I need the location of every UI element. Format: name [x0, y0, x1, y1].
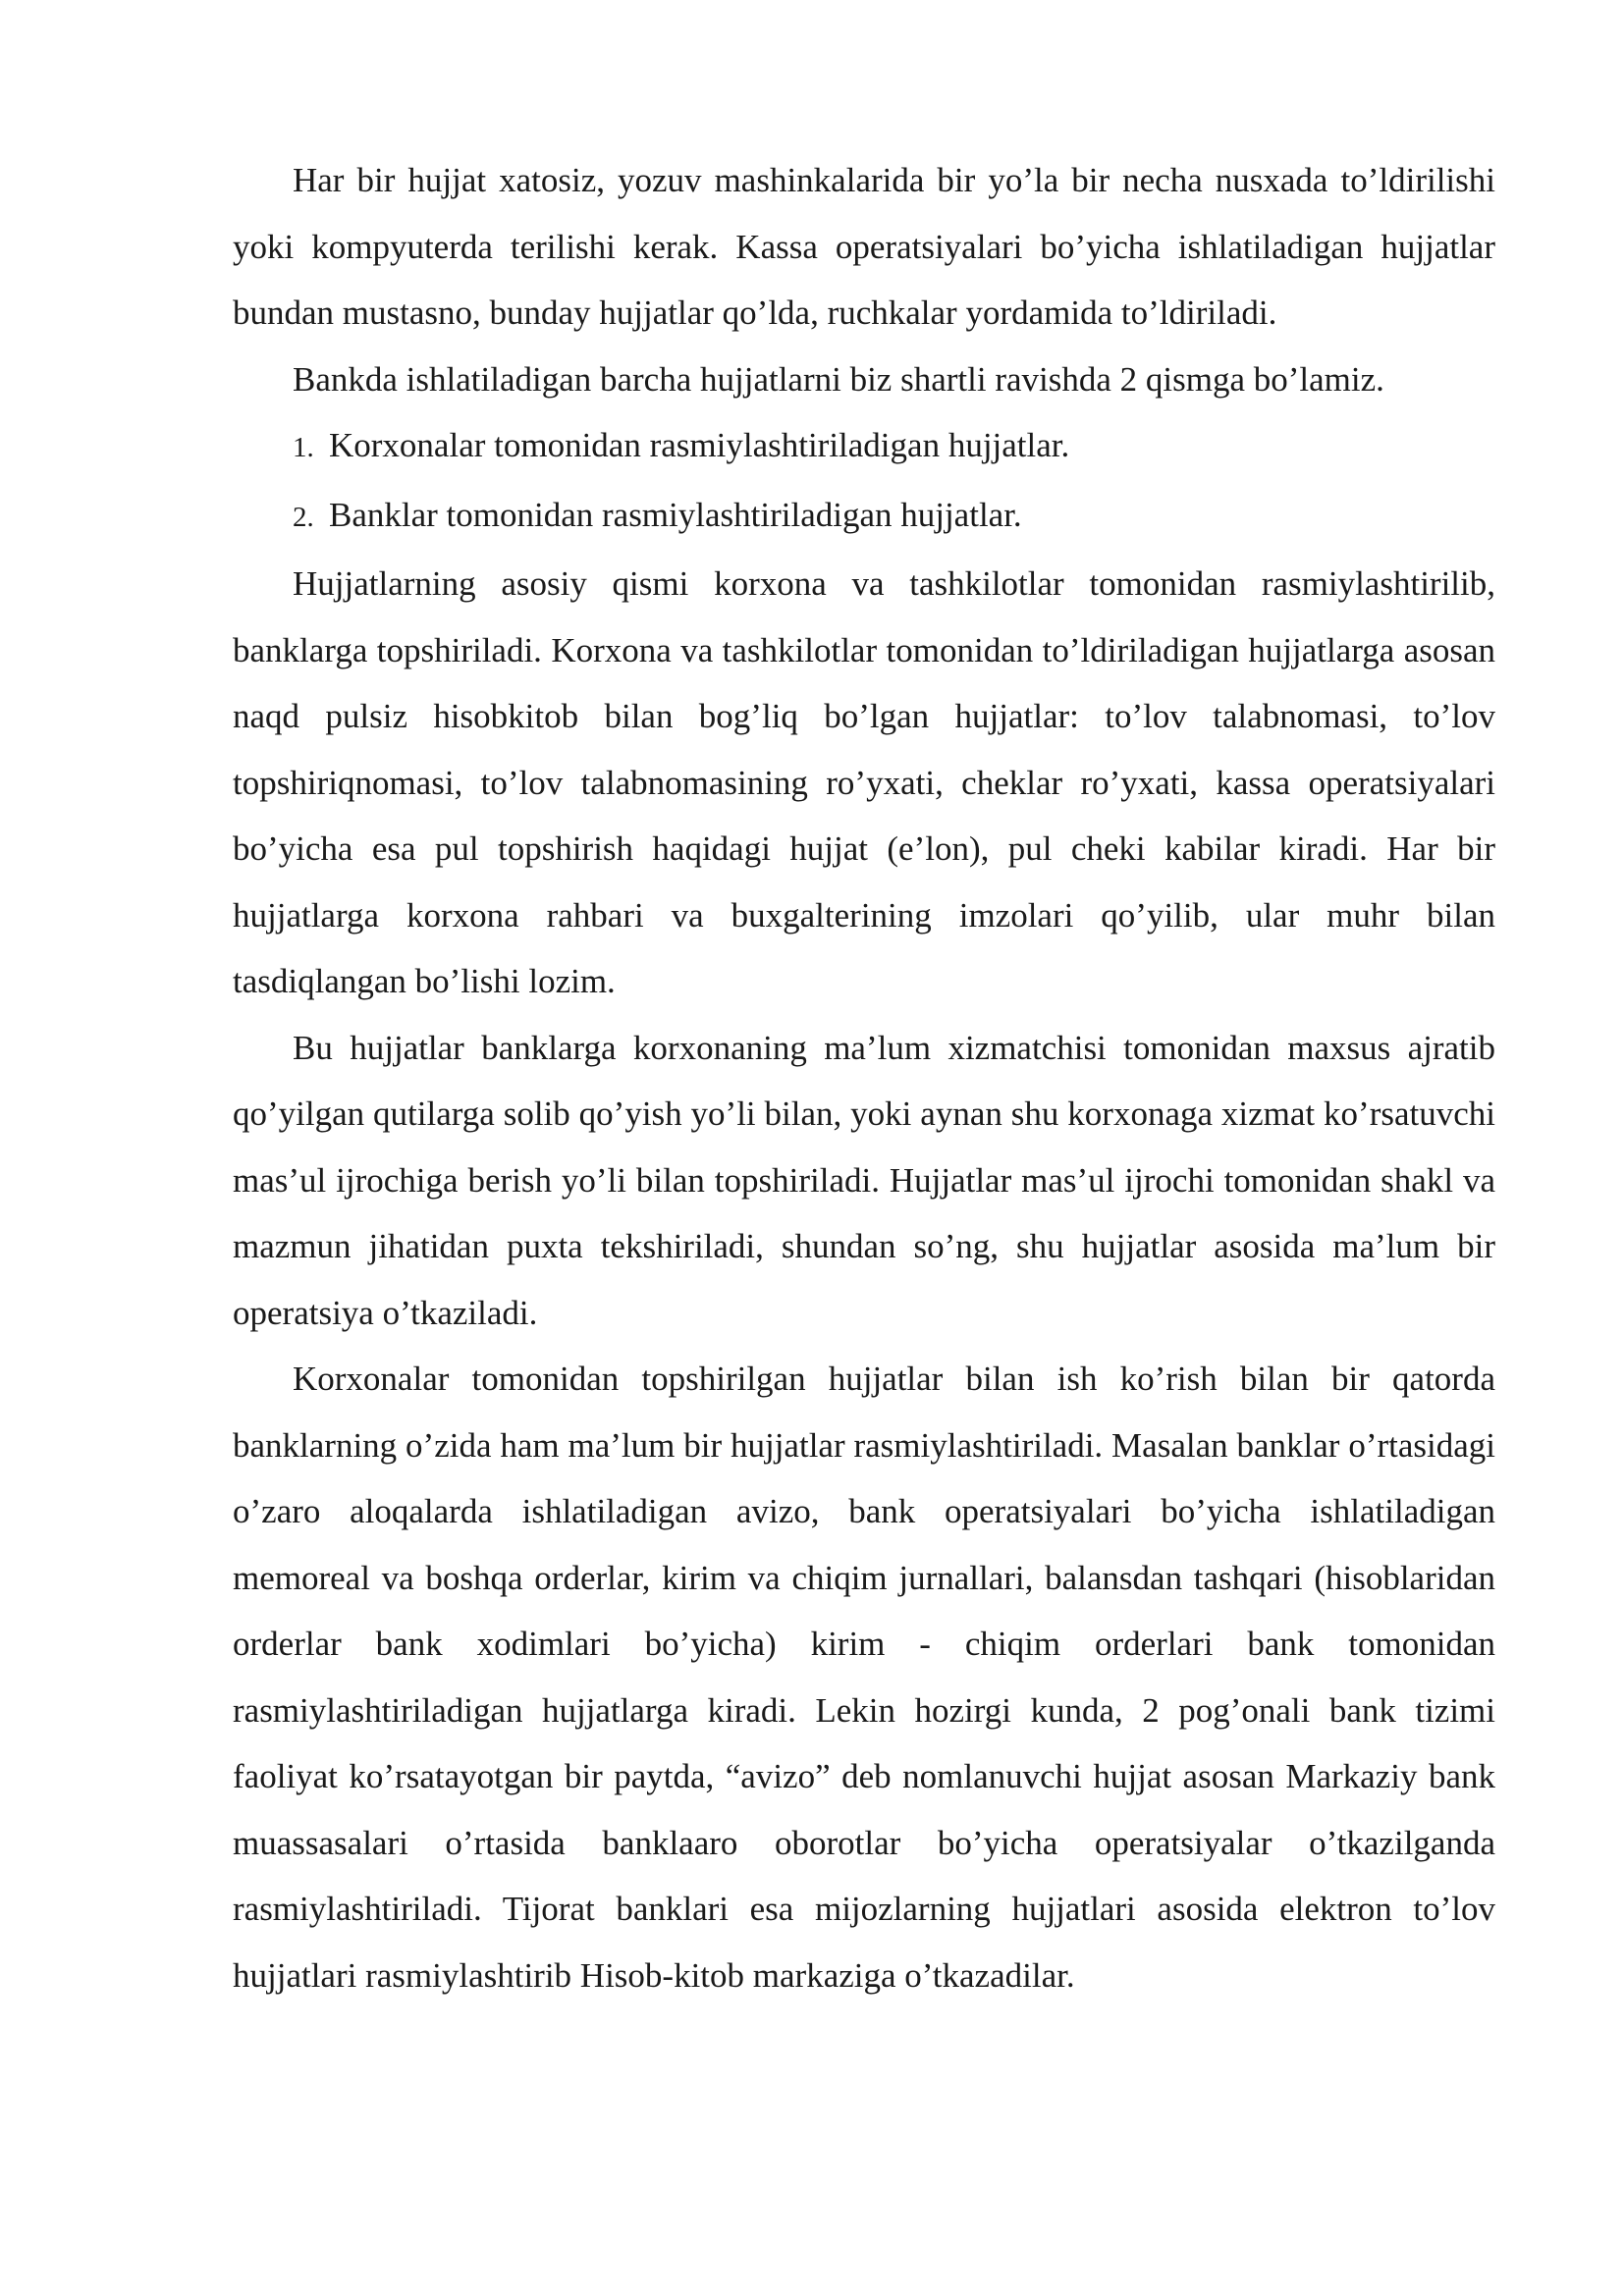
numbered-list: [233, 412, 1495, 551]
paragraph-5: Korxonalar tomonidan topshirilgan hujjatlar bilan ish ko’rish bilan bir qatorda banklarning o’zida ham ma’lum bir hujjatlar rasmiylashtiriladi. Masalan banklar o’rtasidagi o’zaro aloqalarda ishlatiladigan avizo, bank operatsiyalari bo’yicha ishlatiladigan memoreal va boshqa orderlar, kirim va chiqim jurnallari, balansdan tashqari (hisoblaridan orderlar bank xodimlari bo’yicha) kirim - chiqim orderlari bank tomonidan rasmiylashtiriladigan hujjatlarga kiradi. Lekin hozirgi kunda, 2 pog’onali bank tizimi faoliyat ko’rsatayotgan bir paytda, “avizo” deb nomlanuvchi hujjat asosan Markaziy bank muassasalari o’rtasida banklaaro oborotlar bo’yicha operatsiyalar o’tkazilganda rasmiylashtiriladi. Tijorat banklari esa mijozlarning hujjatlari asosida elektron to’lov hujjatlari rasmiylashtirib Hisob-kitob markaziga o’tkazadilar.: [233, 1360, 1495, 1995]
paragraph-4: Bu hujjatlar banklarga korxonaning ma’lum xizmatchisi tomonidan maxsus ajratib qo’yilgan qutilarga solib qo’yish yo’li bilan, yoki aynan shu korxonaga xizmat ko’rsatuvchi mas’ul ijrochiga berish yo’li bilan topshiriladi. Hujjatlar mas’ul ijrochi tomonidan shakl va mazmun jihatidan puxta tekshiriladi, shundan so’ng, shu hujjatlar asosida ma’lum bir operatsiya o’tkaziladi.: [233, 1028, 1495, 1332]
list-item: [233, 482, 1495, 552]
list-item-text: Banklar tomonidan rasmiylashtiriladigan hujjatlar.: [329, 495, 1022, 534]
list-item: [233, 412, 1495, 482]
paragraph-1: Har bir hujjat xatosiz, yozuv mashinkalarida bir yo’la bir necha nusxada to’ldirilishi yoki kompyuterda terilishi kerak. Kassa operatsiyalari bo’yicha ishlatiladigan hujjatlar bundan mustasno, bunday hujjatlar qo’lda, ruchkalar yordamida to’ldiriladi.: [233, 161, 1495, 332]
paragraph-3: Hujjatlarning asosiy qismi korxona va tashkilotlar tomonidan rasmiylashtirilib, banklarga topshiriladi. Korxona va tashkilotlar tomonidan to’ldiriladigan hujjatlarga asosan naqd pulsiz hisobkitob bilan bog’liq bo’lgan hujjatlar: to’lov talabnomasi, to’lov topshiriqnomasi, to’lov talabnomasining ro’yxati, cheklar ro’yxati, kassa operatsiyalari bo’yicha esa pul topshirish haqidagi hujjat (e’lon), pul cheki kabilar kiradi. Har bir hujjatlarga korxona rahbari va buxgalterining imzolari qo’yilib, ular muhr bilan tasdiqlangan bo’lishi lozim.: [233, 564, 1495, 1000]
list-item-number: 2.: [293, 501, 314, 533]
document-body: [233, 147, 1495, 2008]
list-item-text: Korxonalar tomonidan rasmiylashtiriladigan hujjatlar.: [329, 426, 1070, 464]
paragraph-2: Bankda ishlatiladigan barcha hujjatlarni biz shartli ravishda 2 qismga bo’lamiz.: [293, 359, 1384, 399]
list-item-number: 1.: [293, 432, 314, 463]
